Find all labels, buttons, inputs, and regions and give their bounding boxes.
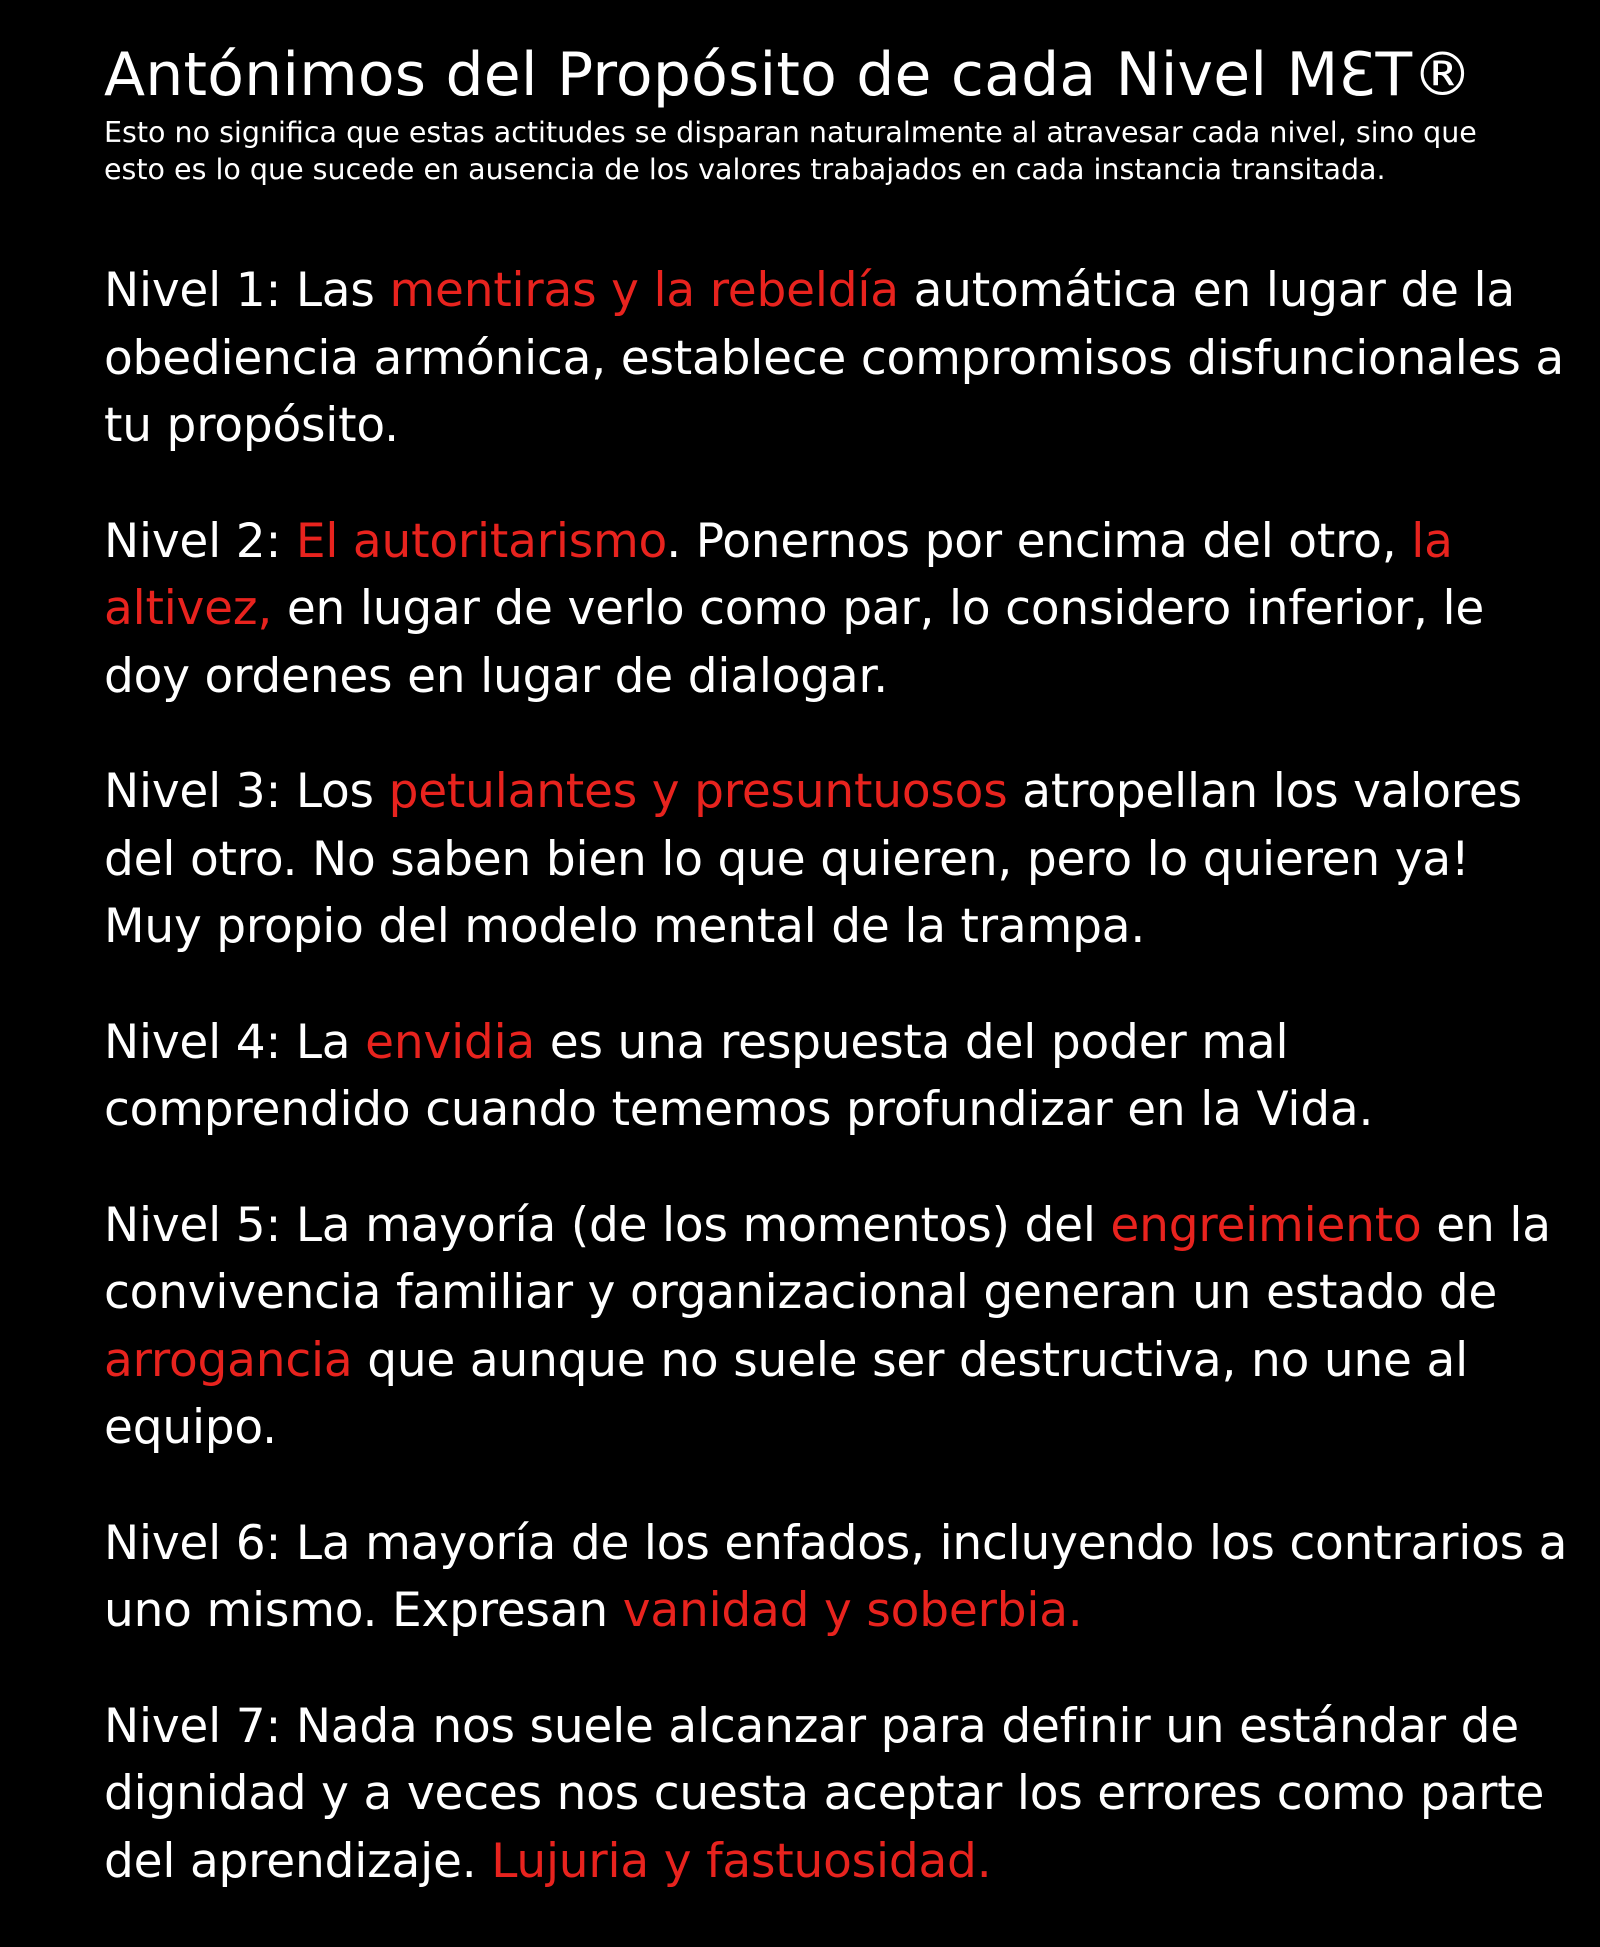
level-7 <box>104 1693 1574 1896</box>
level-text: Nivel 5: La mayoría (de los momentos) del <box>104 1197 1111 1253</box>
level-highlight: petulantes y presuntuosos <box>388 764 1008 819</box>
level-highlight: mentiras y la rebeldía <box>389 263 899 318</box>
level-4 <box>104 1009 1574 1144</box>
document <box>104 36 1574 1943</box>
level-text: automática en lugar de la obediencia armónica, establece compromisos disfuncionales a tu propósito. <box>104 263 1565 453</box>
level-text: en lugar de verlo como par, lo considero inferior, le doy ordenes en lugar de dialogar. <box>104 581 1485 704</box>
level-2 <box>104 508 1574 711</box>
level-text: . Ponernos por encima del otro, <box>666 513 1412 569</box>
levels-list <box>104 257 1574 1895</box>
level-highlight: arrogancia <box>104 1332 353 1388</box>
level-highlight: vanidad y soberbia. <box>622 1583 1083 1638</box>
level-text: Nivel 1: Las <box>104 263 390 318</box>
level-highlight: El autoritarismo <box>295 513 667 569</box>
level-6 <box>104 1510 1574 1645</box>
level-text: que aunque no suele ser destructiva, no une al equipo. <box>104 1332 1468 1455</box>
level-highlight: envidia <box>365 1014 536 1070</box>
level-text: Nivel 3: Los <box>104 764 389 819</box>
level-text: Nivel 7: Nada nos suele alcanzar para definir un estándar de dignidad y a veces nos cuesta aceptar los errores como parte del aprendizaje. <box>104 1698 1545 1889</box>
level-5 <box>104 1192 1574 1462</box>
page-title: Antónimos del Propósito de cada Nivel MƐT® <box>104 40 1473 110</box>
level-text: en la convivencia familiar y organizacional generan un estado de <box>104 1197 1551 1320</box>
level-text: Nivel 2: <box>104 513 296 569</box>
level-highlight: Lujuria y fastuosidad. <box>491 1833 992 1889</box>
level-text: Nivel 6: La mayoría de los enfados, incluyendo los contrarios a uno mismo. Expresan <box>104 1515 1568 1638</box>
subtitle: Esto no significa que estas actitudes se disparan naturalmente al atravesar cada nivel, sino que esto es lo que sucede en ausencia de los valores trabajados en cada instancia transitada. <box>104 116 1477 186</box>
level-text: Nivel 4: La <box>104 1014 366 1070</box>
level-highlight: la altivez, <box>104 513 1453 636</box>
level-highlight: engreimiento <box>1110 1197 1422 1253</box>
level-text: atropellan los valores del otro. No saben bien lo que quieren, pero lo quieren ya! Muy propio del modelo mental de la trampa. <box>104 764 1522 954</box>
level-1 <box>104 257 1574 460</box>
level-3 <box>104 758 1574 961</box>
level-text: es una respuesta del poder mal comprendido cuando tememos profundizar en la Vida. <box>104 1014 1374 1137</box>
